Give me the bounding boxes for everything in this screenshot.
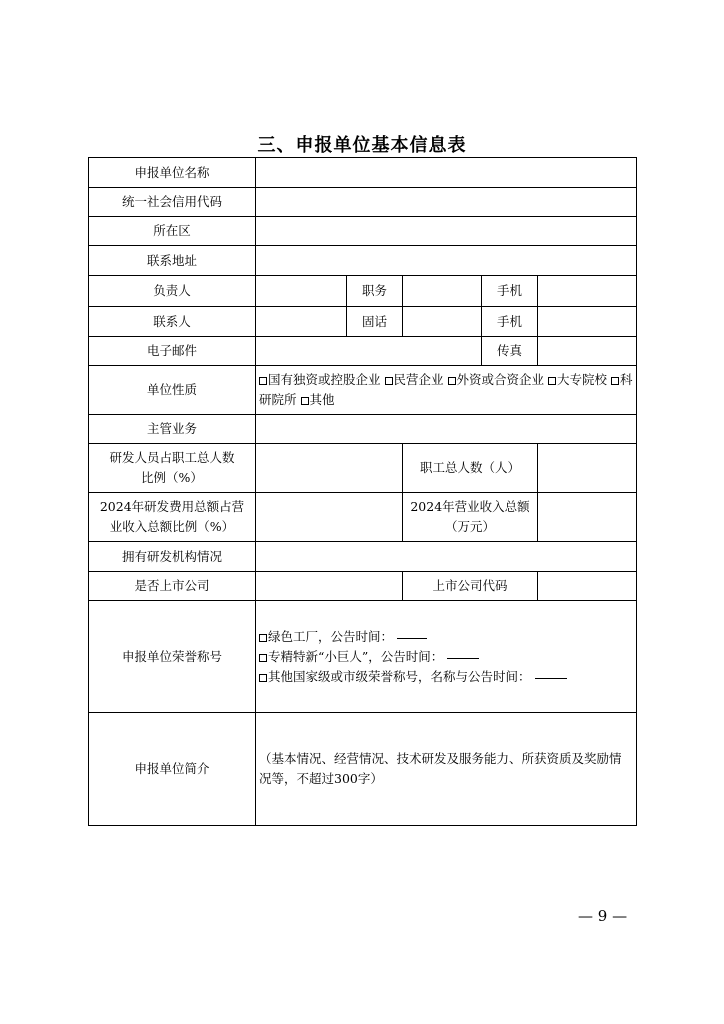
address-field[interactable] (256, 246, 637, 276)
checkbox-icon[interactable] (259, 634, 267, 642)
region-field[interactable] (256, 217, 637, 246)
option-college[interactable]: 大专院校 (548, 372, 607, 387)
honor-other[interactable]: 其他国家级或市级荣誉称号，名称与公告时间： (259, 667, 633, 687)
checkbox-icon[interactable] (301, 397, 309, 405)
email-field[interactable] (256, 337, 482, 366)
checkbox-icon[interactable] (548, 377, 556, 385)
checkbox-icon[interactable] (611, 377, 619, 385)
page-number: — 9 — (578, 907, 628, 925)
stock-code-label: 上市公司代码 (403, 572, 538, 601)
email-label: 电子邮件 (89, 337, 256, 366)
honor-green-factory[interactable]: 绿色工厂，公告时间： (259, 627, 633, 647)
main-dept-field[interactable] (256, 415, 637, 444)
main-dept-label: 主管业务 (89, 415, 256, 444)
fax-label: 传真 (482, 337, 538, 366)
landline-label: 固话 (347, 307, 403, 337)
mobile2-label: 手机 (482, 307, 538, 337)
honor-little-giant[interactable]: 专精特新“小巨人”，公告时间： (259, 647, 633, 667)
position-field[interactable] (403, 276, 482, 307)
checkbox-icon[interactable] (259, 654, 267, 662)
rd-cost-field[interactable] (256, 493, 403, 542)
leader-label: 负责人 (89, 276, 256, 307)
unit-name-label: 申报单位名称 (89, 158, 256, 188)
rd-ratio-label: 研发人员占职工总人数 比例（%） (89, 444, 256, 493)
option-research[interactable]: 科研院所 (259, 372, 633, 407)
honors-label: 申报单位荣誉称号 (89, 601, 256, 713)
mobile2-field[interactable] (538, 307, 637, 337)
intro-label: 申报单位简介 (89, 713, 256, 826)
contact-label: 联系人 (89, 307, 256, 337)
revenue-field[interactable] (538, 493, 637, 542)
unit-name-field[interactable] (256, 158, 637, 188)
honors-options (256, 601, 637, 713)
listed-field[interactable] (256, 572, 403, 601)
rd-ratio-field[interactable] (256, 444, 403, 493)
listed-label: 是否上市公司 (89, 572, 256, 601)
option-other[interactable]: 其他 (301, 392, 335, 407)
blank-line[interactable] (535, 678, 567, 679)
unit-type-label: 单位性质 (89, 366, 256, 415)
landline-field[interactable] (403, 307, 482, 337)
fax-field[interactable] (538, 337, 637, 366)
checkbox-icon[interactable] (385, 377, 393, 385)
checkbox-icon[interactable] (448, 377, 456, 385)
mobile-field[interactable] (538, 276, 637, 307)
option-foreign[interactable]: 外资或合资企业 (448, 372, 545, 387)
revenue-label: 2024年营业收入总额 （万元） (403, 493, 538, 542)
checkbox-icon[interactable] (259, 674, 267, 682)
checkbox-icon[interactable] (259, 377, 267, 385)
credit-code-label: 统一社会信用代码 (89, 188, 256, 217)
mobile-label: 手机 (482, 276, 538, 307)
unit-type-options (256, 366, 637, 415)
credit-code-field[interactable] (256, 188, 637, 217)
rd-org-field[interactable] (256, 542, 637, 572)
option-private[interactable]: 民营企业 (385, 372, 444, 387)
total-staff-field[interactable] (538, 444, 637, 493)
blank-line[interactable] (397, 638, 427, 639)
contact-field[interactable] (256, 307, 347, 337)
blank-line[interactable] (447, 658, 479, 659)
total-staff-label: 职工总人数（人） (403, 444, 538, 493)
stock-code-field[interactable] (538, 572, 637, 601)
page-title: 三、申报单位基本信息表 (257, 135, 467, 156)
info-form-table (88, 157, 637, 826)
leader-field[interactable] (256, 276, 347, 307)
region-label: 所在区 (89, 217, 256, 246)
rd-org-label: 拥有研发机构情况 (89, 542, 256, 572)
position-label: 职务 (347, 276, 403, 307)
address-label: 联系地址 (89, 246, 256, 276)
intro-field[interactable]: （基本情况、经营情况、技术研发及服务能力、所获资质及奖励情况等，不超过300字） (256, 713, 637, 826)
rd-cost-label: 2024年研发费用总额占营 业收入总额比例（%） (89, 493, 256, 542)
option-state-owned[interactable]: 国有独资或控股企业 (259, 372, 381, 387)
